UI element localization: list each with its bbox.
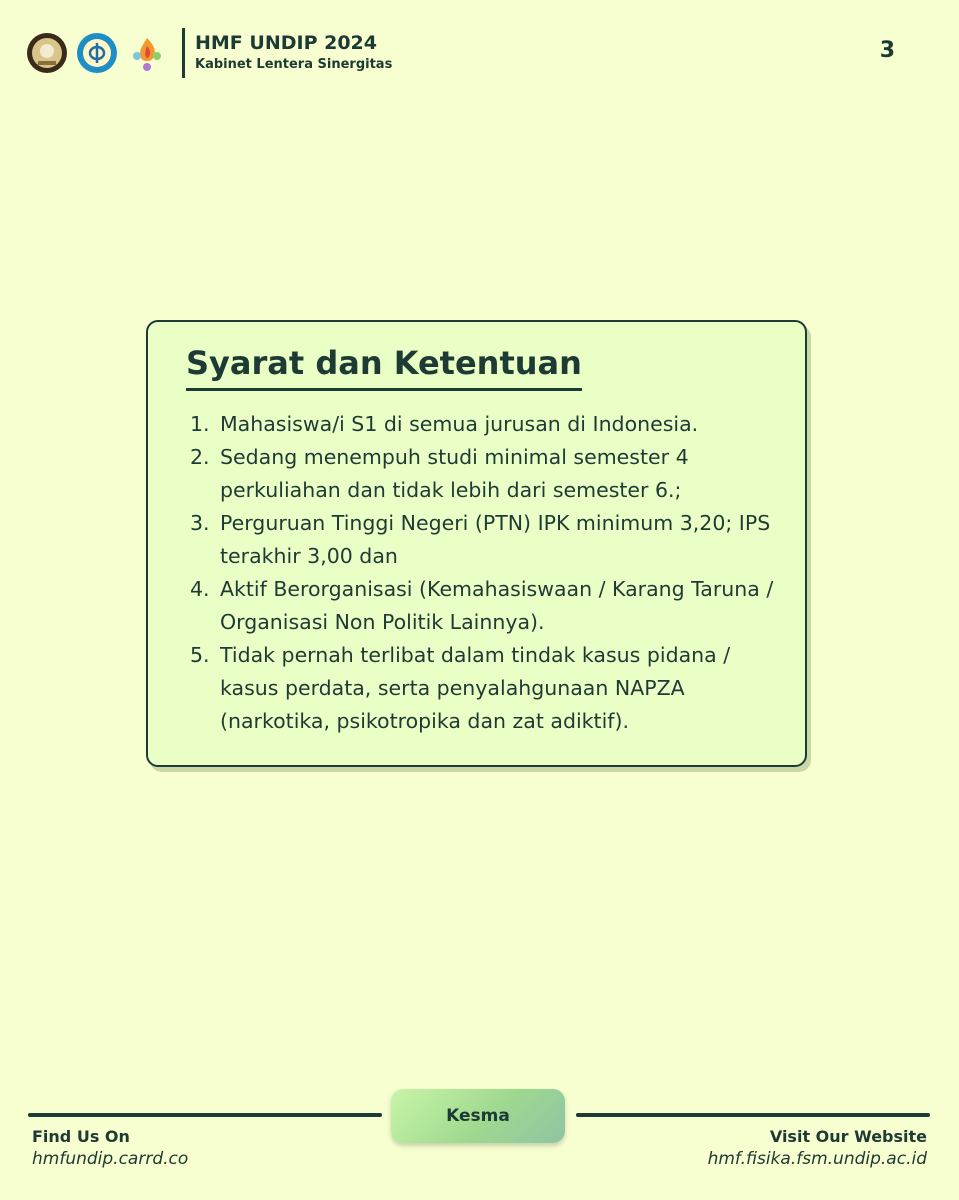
website-heading: Visit Our Website: [769, 1127, 927, 1146]
list-item-number: 2.: [190, 445, 210, 469]
list-item-text: Mahasiswa/i S1 di semua jurusan di Indonesia.: [220, 412, 699, 436]
terms-card: [146, 320, 807, 767]
list-item: [182, 408, 782, 441]
footer-line-right: [576, 1113, 930, 1117]
hmf-phi-logo: [76, 32, 118, 74]
find-us-heading: Find Us On: [32, 1127, 130, 1146]
list-item-number: 1.: [190, 412, 210, 436]
list-item: [182, 507, 782, 573]
brand-subtitle: Kabinet Lentera Sinergitas: [195, 57, 393, 72]
brand-title: HMF UNDIP 2024: [195, 32, 377, 54]
list-item-number: 3.: [190, 511, 210, 535]
list-item-text: Aktif Berorganisasi (Kemahasiswaan / Karang Taruna / Organisasi Non Politik Lainnya).: [220, 577, 774, 634]
list-item: [182, 441, 782, 507]
footer-line-left: [28, 1113, 382, 1117]
list-item: [182, 573, 782, 639]
kesma-badge: Kesma: [391, 1089, 565, 1143]
list-item-text: Tidak pernah terlibat dalam tindak kasus pidana / kasus perdata, serta penyalahgunaan NAPZA (narkotika, psikotropika dan zat adiktif).: [220, 643, 731, 733]
list-item: [182, 639, 782, 738]
header: [26, 26, 392, 80]
list-item-number: 5.: [190, 643, 210, 667]
carrd-link[interactable]: hmfundip.carrd.co: [32, 1149, 189, 1169]
footer-right: [708, 1126, 927, 1170]
header-divider: [182, 28, 185, 78]
card-title: Syarat dan Ketentuan: [186, 344, 582, 391]
list-item-number: 4.: [190, 577, 210, 601]
page-number: 3: [879, 38, 895, 63]
terms-list: [182, 408, 782, 738]
undip-seal-logo: [26, 32, 68, 74]
list-item-text: Sedang menempuh studi minimal semester 4 perkuliahan dan tidak lebih dari semester 6.;: [220, 445, 689, 502]
footer-left: [32, 1126, 188, 1170]
kabinet-flame-logo: [126, 32, 168, 74]
website-link[interactable]: hmf.fisika.fsm.undip.ac.id: [707, 1149, 927, 1169]
list-item-text: Perguruan Tinggi Negeri (PTN) IPK minimum 3,20; IPS terakhir 3,00 dan: [220, 511, 771, 568]
brand-block: [195, 32, 392, 74]
